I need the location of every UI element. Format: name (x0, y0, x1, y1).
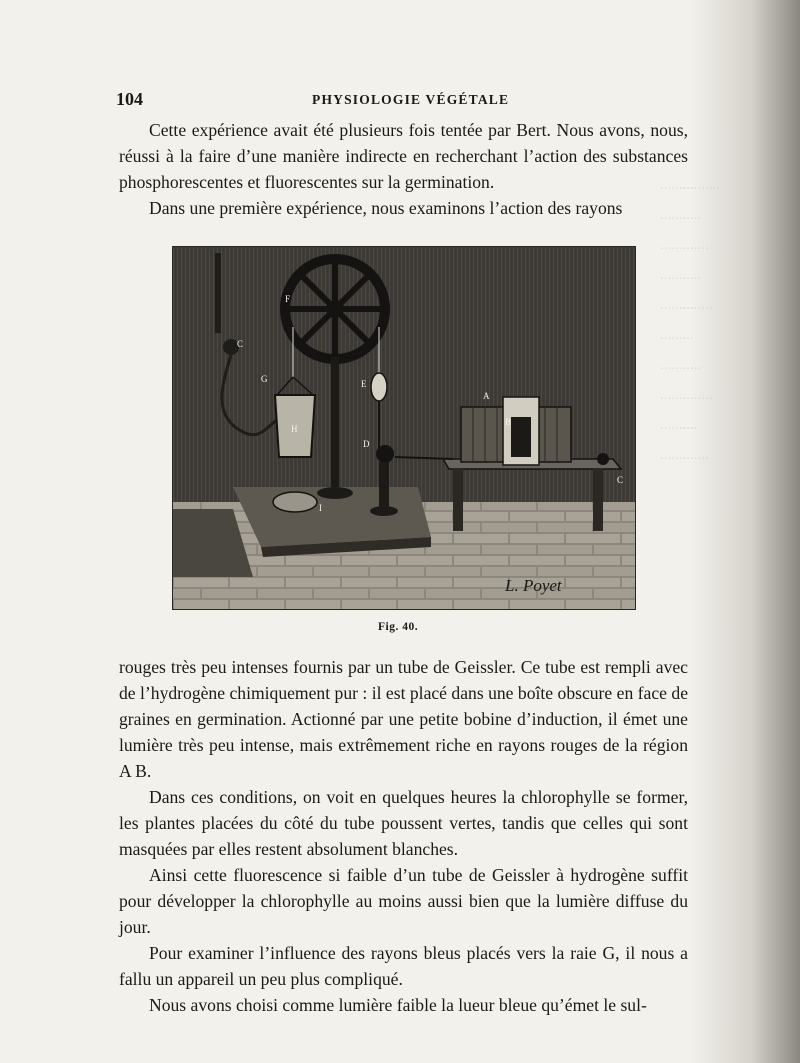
page-edge-shadow (690, 0, 800, 1063)
paragraph: Dans une première expérience, nous examinons l’action des rayons (149, 198, 623, 218)
water-pipe (215, 253, 221, 333)
label-a: A (483, 391, 490, 401)
label-i: I (319, 503, 322, 513)
label-c-right: C (617, 475, 624, 485)
label-b: B (505, 417, 512, 427)
paragraph: Cette expérience avait été plusieurs fois tentée par Bert. Nous avons, nous, réussi à la faire d’une manière indirecte en recherchant l’action des substances phosphorescentes et fluorescentes sur la germination. (119, 120, 688, 192)
label-g: G (261, 374, 268, 384)
engraver-signature: L. Poyet (505, 576, 562, 595)
running-title: PHYSIOLOGIE VÉGÉTALE (312, 92, 510, 107)
label-h: H (291, 424, 298, 434)
dish-i (273, 492, 317, 512)
page-number: 104 (116, 89, 143, 109)
paragraph: Ainsi cette fluorescence si faible d’un tube de Geissler à hydrogène suffit pour développer la chlorophylle au moins aussi bien que la lumière diffuse du jour. (119, 865, 688, 937)
paragraph: rouges très peu intenses fournis par un tube de Geissler. Ce tube est rempli avec de l’hydrogène chimiquement pur : il est placé dans une boîte obscure en face de graines en germination. Actionné par une petite bobine d’induction, il émet une lumière très peu intense, mais extrêmement riche en rayons rouges de la région A B. (119, 657, 688, 781)
paragraph: Nous avons choisi comme lumière faible la lueur bleue qu’émet le sul- (149, 995, 647, 1015)
label-d: D (363, 439, 370, 449)
text-block-bottom (119, 654, 688, 1018)
paragraph: Dans ces conditions, on voit en quelques heures la chlorophylle se former, les plantes placées du côté du tube poussent vertes, tandis que celles qui sont masquées par elles restent absolument blanches. (119, 787, 688, 859)
wheel-stand (331, 357, 339, 487)
coil-c (597, 453, 609, 465)
figure-caption: Fig. 40. (378, 621, 419, 633)
label-c: C (237, 339, 244, 349)
apparatus-illustration (173, 247, 635, 609)
text-block-top (119, 117, 688, 221)
label-f: F (285, 294, 291, 304)
bulb-e (371, 373, 387, 401)
label-e: E (361, 379, 367, 389)
paragraph: Pour examiner l’influence des rayons bleus placés vers la raie G, il nous a fallu un appareil un peu plus compliqué. (119, 943, 688, 989)
bleed-through-text: ................ ........... ............. ........... .............. ......... ........... .............. .......... ............. (660, 177, 720, 463)
figure-engraving (172, 246, 636, 610)
pulley-d (376, 445, 394, 463)
